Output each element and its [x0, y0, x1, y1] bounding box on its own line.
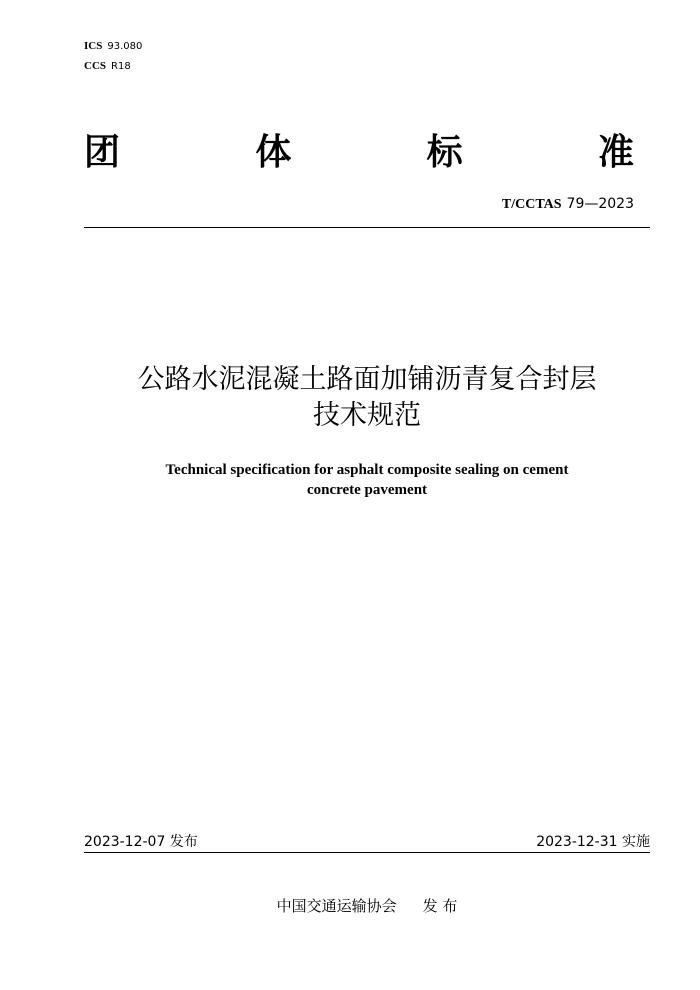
issue-date: 2023-12-07 发布 — [84, 834, 198, 850]
english-title-line-2: concrete pavement — [306, 482, 428, 498]
ccs-value: R18 — [111, 61, 131, 72]
ics-value: 93.080 — [107, 41, 143, 52]
classification-block — [84, 36, 142, 76]
ics-label: ICS — [84, 40, 103, 52]
standard-number-prefix: T/CCTAS — [501, 197, 562, 212]
chinese-title-line-1: 公路水泥混凝土路面加铺沥青复合封层 — [137, 364, 597, 395]
english-title-line-1: Technical specification for asphalt composite sealing on cement — [165, 462, 569, 478]
standard-type-heading — [84, 130, 634, 176]
bottom-divider — [84, 852, 650, 853]
publisher-name: 中国交通运输协会 — [276, 897, 397, 915]
chinese-title — [84, 362, 650, 434]
english-title — [84, 460, 650, 500]
standard-number — [502, 196, 634, 213]
publisher-action: 发 布 — [422, 897, 458, 915]
implementation-date: 2023-12-31 实施 — [536, 834, 650, 850]
publisher-line — [84, 895, 650, 916]
ccs-line — [84, 56, 142, 76]
ccs-label: CCS — [84, 60, 107, 72]
standard-type-char-1: 团 — [84, 132, 121, 173]
ics-line — [84, 36, 142, 56]
top-divider — [84, 227, 650, 228]
standard-number-value: 79—2023 — [566, 196, 634, 212]
standard-type-char-4: 准 — [597, 132, 634, 173]
standard-type-char-2: 体 — [255, 132, 292, 173]
chinese-title-line-2: 技术规范 — [313, 400, 421, 431]
standard-type-char-3: 标 — [426, 132, 463, 173]
